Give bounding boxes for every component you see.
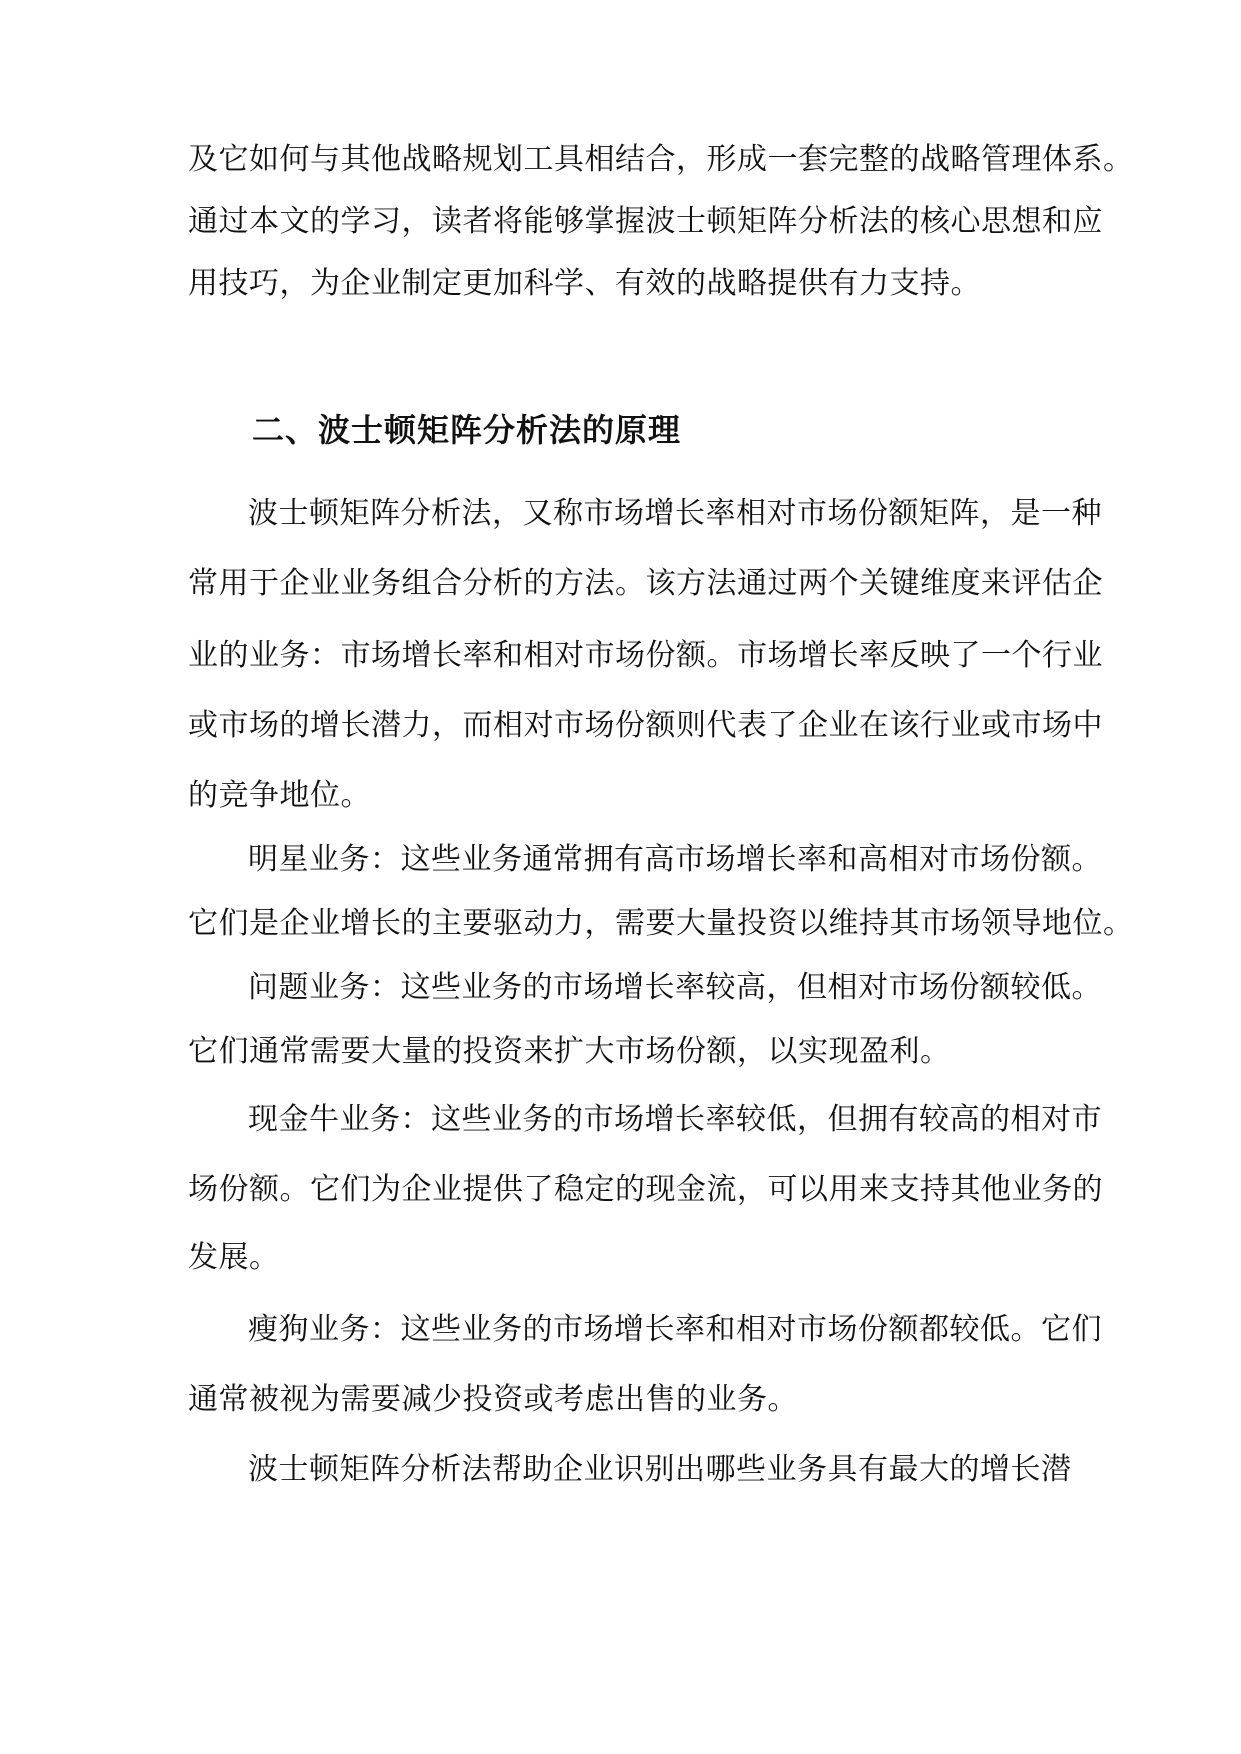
principle-line-2: 常用于企业业务组合分析的方法。该方法通过两个关键维度来评估企	[188, 566, 1103, 601]
star-line-1: 明星业务：这些业务通常拥有高市场增长率和高相对市场份额。	[248, 842, 1102, 877]
cashcow-line-1: 现金牛业务：这些业务的市场增长率较低，但拥有较高的相对市	[248, 1102, 1102, 1137]
intro-line-2: 通过本文的学习，读者将能够掌握波士顿矩阵分析法的核心思想和应	[188, 204, 1103, 239]
principle-line-3: 业的业务：市场增长率和相对市场份额。市场增长率反映了一个行业	[188, 638, 1103, 673]
intro-line-3: 用技巧，为企业制定更加科学、有效的战略提供有力支持。	[188, 266, 981, 301]
star-line-2: 它们是企业增长的主要驱动力，需要大量投资以维持其市场领导地位。	[188, 906, 1134, 941]
dog-line-1: 瘦狗业务：这些业务的市场增长率和相对市场份额都较低。它们	[248, 1312, 1102, 1347]
principle-line-5: 的竞争地位。	[188, 778, 371, 813]
cashcow-line-3: 发展。	[188, 1240, 280, 1275]
question-line-1: 问题业务：这些业务的市场增长率较高，但相对市场份额较低。	[248, 970, 1102, 1005]
intro-line-1: 及它如何与其他战略规划工具相结合，形成一套完整的战略管理体系。	[188, 142, 1134, 177]
principle-line-4: 或市场的增长潜力，而相对市场份额则代表了企业在该行业或市场中	[188, 708, 1103, 743]
closing-line-1: 波士顿矩阵分析法帮助企业识别出哪些业务具有最大的增长潜	[248, 1452, 1072, 1487]
section-heading: 二、波士顿矩阵分析法的原理	[252, 411, 682, 449]
question-line-2: 它们通常需要大量的投资来扩大市场份额，以实现盈利。	[188, 1034, 951, 1069]
dog-line-2: 通常被视为需要减少投资或考虑出售的业务。	[188, 1382, 798, 1417]
principle-line-1: 波士顿矩阵分析法，又称市场增长率相对市场份额矩阵，是一种	[248, 496, 1102, 531]
cashcow-line-2: 场份额。它们为企业提供了稳定的现金流，可以用来支持其他业务的	[188, 1172, 1103, 1207]
